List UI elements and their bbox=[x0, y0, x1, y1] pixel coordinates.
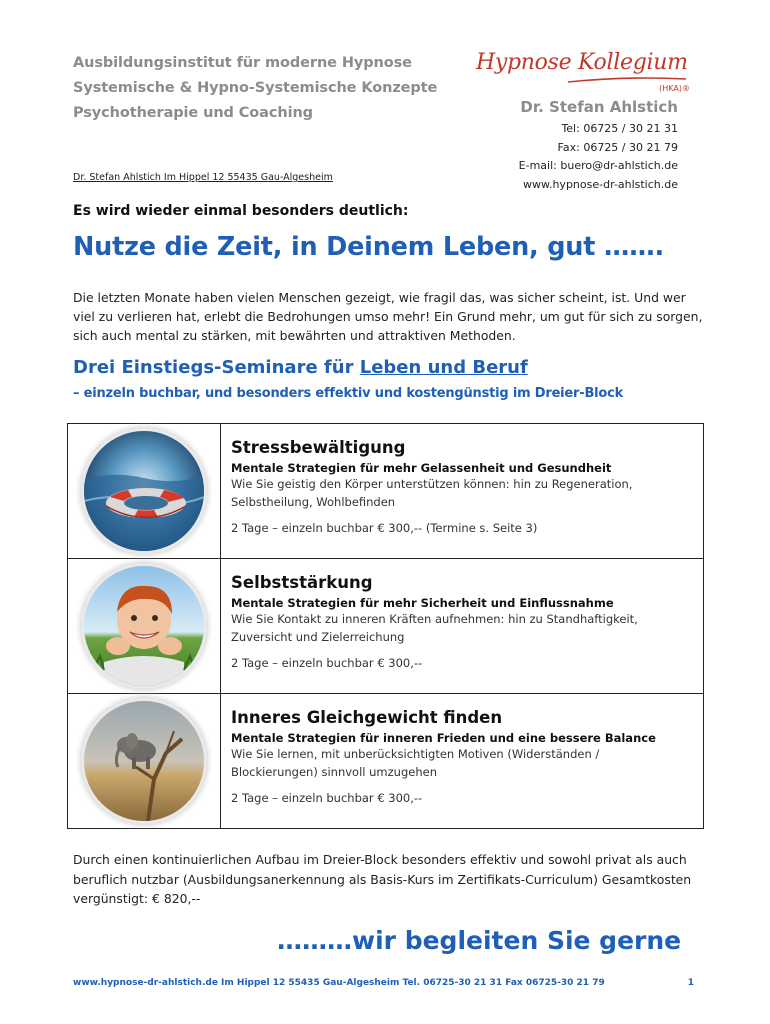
page-number: 1 bbox=[687, 978, 694, 988]
seminar-image-cell bbox=[68, 559, 221, 693]
seminars-subtitle: – einzeln buchbar, und besonders effektiv und kostengünstig im Dreier-Block bbox=[73, 386, 624, 401]
hypnose-kollegium-logo bbox=[470, 46, 696, 96]
institute-line-3: Psychotherapie und Coaching bbox=[73, 105, 313, 121]
logo-text: Hypnose Kollegium bbox=[476, 50, 688, 75]
seminar-description: Wie Sie Kontakt zu inneren Kräften aufnehmen: hin zu Standhaftigkeit, Zuversicht und Zielerreichung bbox=[231, 612, 638, 644]
seminar-row bbox=[68, 559, 703, 694]
intro-paragraph: Die letzten Monate haben vielen Menschen gezeigt, wie fragil das, was sicher scheint, ist. Und wer viel zu verlieren hat, erlebt die Bedrohungen umso mehr! Ein Grund mehr, um gut für sich zu sorgen, sich auch mental zu stärken, mit bewährten und attraktiven Methoden. bbox=[73, 290, 703, 343]
headline: Nutze die Zeit, in Deinem Leben, gut ……. bbox=[73, 232, 664, 262]
seminar-description: Wie Sie geistig den Körper unterstützen können: hin zu Regeneration, Selbstheilung, Wohlbefinden bbox=[231, 477, 633, 509]
institute-header bbox=[73, 51, 473, 126]
seminar-text-cell bbox=[221, 559, 703, 693]
seminar-price: 2 Tage – einzeln buchbar € 300,-- bbox=[231, 656, 423, 670]
seminar-row bbox=[68, 694, 703, 828]
balancing-elephant-image bbox=[84, 701, 204, 821]
outro-paragraph: Durch einen kontinuierlichen Aufbau im Dreier-Block besonders effektiv und sowohl privat als auch beruflich nutzbar (Ausbildungsanerkennung als Basis-Kurs im Zertifikats-Curriculum) Gesamtkosten vergünstigt: € 820,-- bbox=[73, 852, 692, 906]
lead-text: Es wird wieder einmal besonders deutlich: bbox=[73, 203, 409, 219]
seminars-title bbox=[73, 357, 528, 378]
seminar-subtitle: Mentale Strategien für mehr Sicherheit und Einflussnahme bbox=[231, 596, 614, 610]
sender-address-line: Dr. Stefan Ahlstich Im Hippel 12 55435 Gau-Algesheim bbox=[73, 172, 333, 183]
contact-block bbox=[519, 120, 678, 194]
seminar-description: Wie Sie lernen, mit unberücksichtigten Motiven (Widerständen / Blockierungen) sinnvoll umzugehen bbox=[231, 747, 600, 779]
seminar-name: Inneres Gleichgewicht finden bbox=[231, 708, 503, 727]
seminar-name: Selbststärkung bbox=[231, 573, 373, 592]
seminars-title-prefix: Drei Einstiegs-Seminare für bbox=[73, 357, 360, 378]
seminar-table bbox=[67, 423, 704, 829]
contact-phone: Tel: 06725 / 30 21 31 bbox=[561, 122, 678, 135]
seminar-subtitle: Mentale Strategien für inneren Frieden und eine bessere Balance bbox=[231, 731, 656, 745]
seminar-price: 2 Tage – einzeln buchbar € 300,-- (Termine s. Seite 3) bbox=[231, 521, 538, 535]
seminar-image-cell bbox=[68, 694, 221, 828]
seminar-text-cell bbox=[221, 694, 703, 828]
seminar-price: 2 Tage – einzeln buchbar € 300,-- bbox=[231, 791, 423, 805]
contact-email[interactable]: E-mail: buero@dr-ahlstich.de bbox=[518, 159, 678, 172]
seminar-row bbox=[68, 424, 703, 559]
seminar-text-cell bbox=[221, 424, 703, 558]
logo-badge: (HKA)® bbox=[659, 84, 690, 93]
contact-website[interactable]: www.hypnose-dr-ahlstich.de bbox=[522, 177, 678, 191]
seminar-image-cell bbox=[68, 424, 221, 558]
institute-line-2: Systemische & Hypno-Systemische Konzepte bbox=[73, 80, 438, 96]
footer: www.hypnose-dr-ahlstich.de Im Hippel 12 55435 Gau-Algesheim Tel. 06725-30 21 31 Fax 06725-30 21 79 bbox=[73, 978, 605, 988]
seminar-subtitle: Mentale Strategien für mehr Gelassenheit und Gesundheit bbox=[231, 461, 612, 475]
lifebuoy-image bbox=[84, 431, 204, 551]
seminar-name: Stressbewältigung bbox=[231, 438, 406, 457]
institute-line-1: Ausbildungsinstitut für moderne Hypnose bbox=[73, 55, 412, 71]
seminars-title-link[interactable]: Leben und Beruf bbox=[359, 357, 528, 378]
closing-line: ………wir begleiten Sie gerne bbox=[277, 926, 682, 955]
doctor-name: Dr. Stefan Ahlstich bbox=[520, 98, 678, 116]
contact-fax: Fax: 06725 / 30 21 79 bbox=[557, 140, 678, 154]
smiling-boy-image bbox=[84, 566, 204, 686]
